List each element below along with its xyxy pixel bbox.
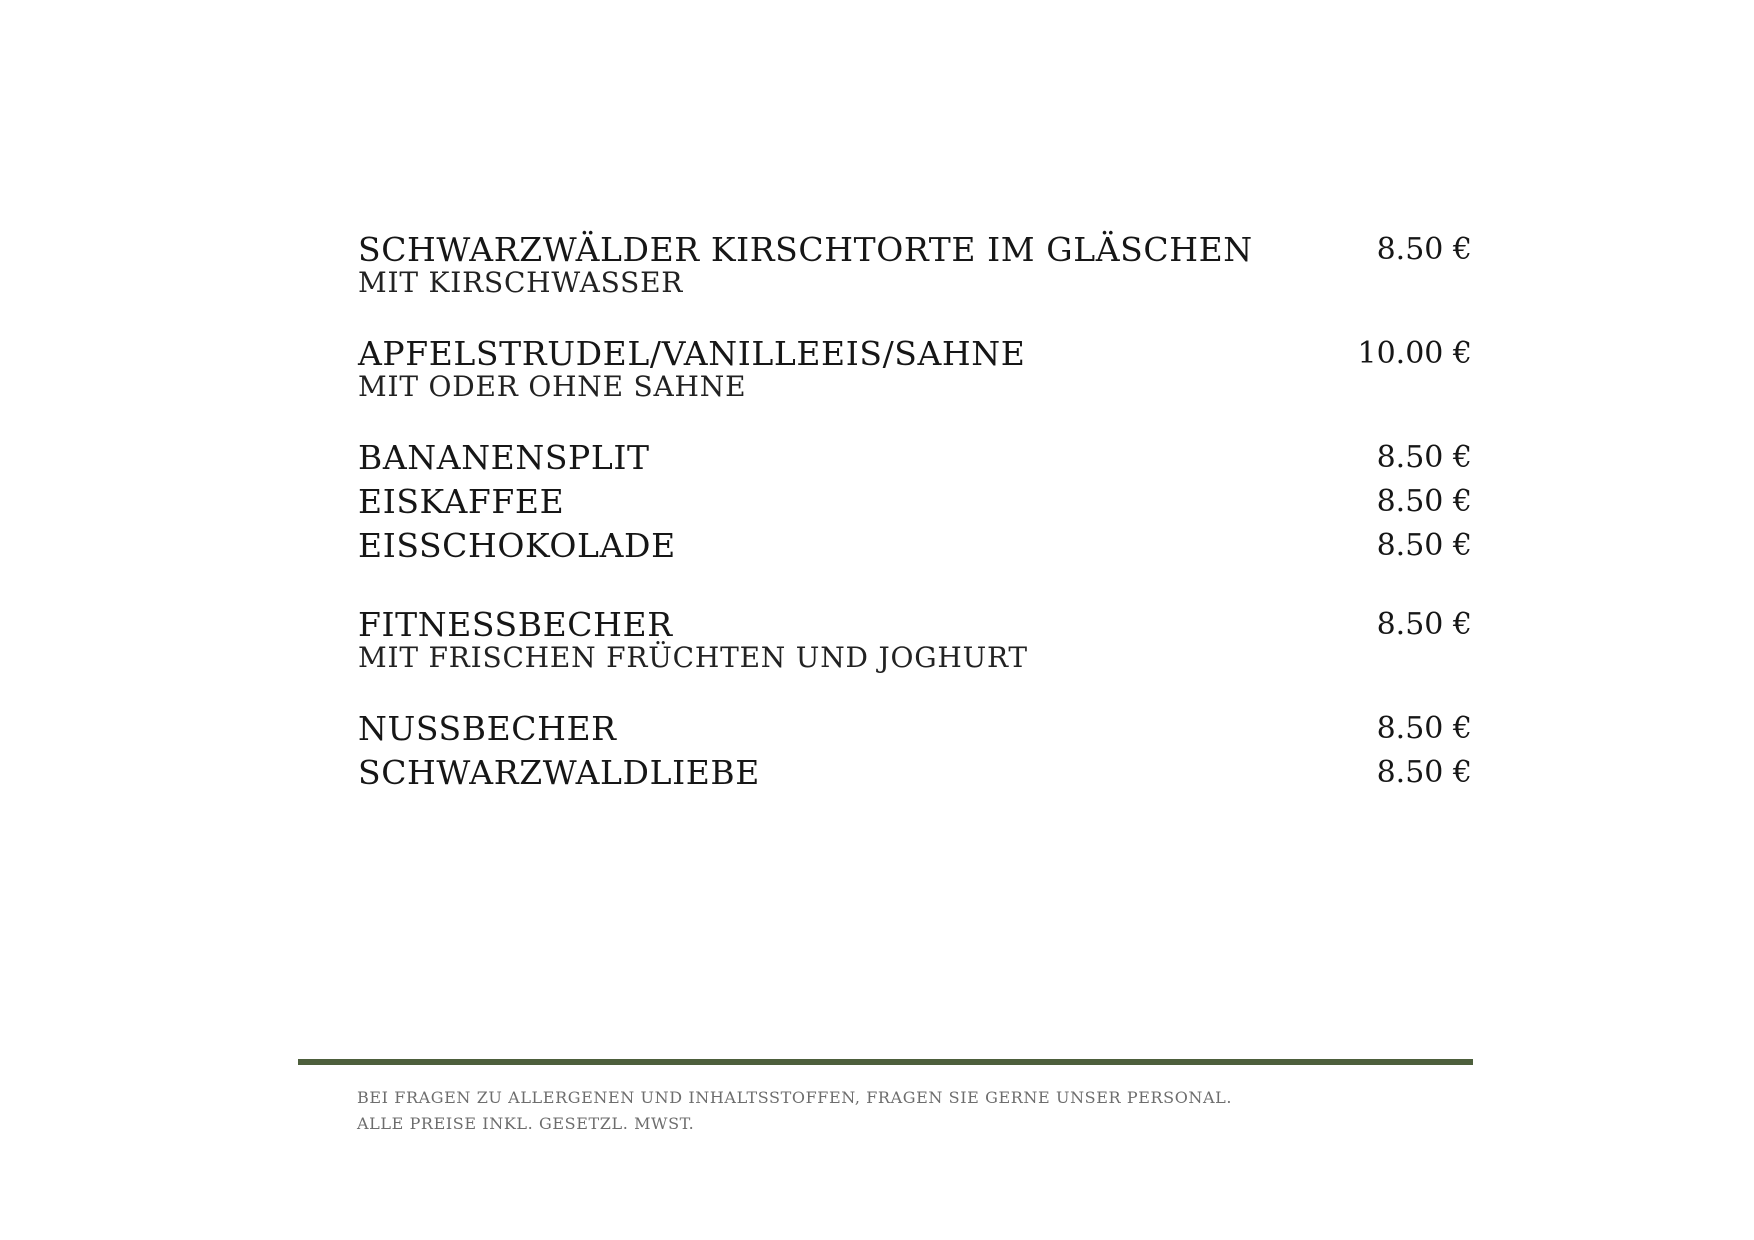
menu-item bbox=[358, 332, 1472, 403]
dessert-menu bbox=[358, 0, 1472, 900]
menu-item-price: 10.00 € bbox=[1357, 336, 1472, 371]
menu-item-name: SCHWARZWALDLIEBE bbox=[358, 753, 760, 792]
vat-notice: ALLE PREISE INKL. GESETZL. MWST. bbox=[357, 1114, 695, 1133]
menu-item-name: EISSCHOKOLADE bbox=[358, 526, 676, 565]
menu-item-name: EISKAFFEE bbox=[358, 482, 565, 521]
footer-notice bbox=[357, 1085, 1232, 1137]
menu-item-name: BANANENSPLIT bbox=[358, 438, 650, 477]
menu-item-name: SCHWARZWÄLDER KIRSCHTORTE IM GLÄSCHEN bbox=[358, 230, 1253, 269]
allergen-notice: BEI FRAGEN ZU ALLERGENEN UND INHALTSSTOFFEN, FRAGEN SIE GERNE UNSER PERSONAL. bbox=[357, 1088, 1233, 1107]
menu-item-price: 8.50 € bbox=[1376, 711, 1472, 746]
menu-item-price: 8.50 € bbox=[1376, 528, 1472, 563]
footer-divider bbox=[298, 1059, 1473, 1065]
menu-item bbox=[358, 751, 1472, 795]
menu-item bbox=[358, 228, 1472, 299]
menu-item-price: 8.50 € bbox=[1376, 755, 1472, 790]
menu-item bbox=[358, 480, 1472, 524]
menu-item-description: MIT KIRSCHWASSER bbox=[358, 266, 684, 299]
menu-item bbox=[358, 436, 1472, 480]
menu-item-price: 8.50 € bbox=[1376, 607, 1472, 642]
menu-item-name: NUSSBECHER bbox=[358, 709, 617, 748]
menu-item bbox=[358, 603, 1472, 674]
menu-item-description: MIT FRISCHEN FRÜCHTEN UND JOGHURT bbox=[358, 641, 1028, 674]
menu-item-name: FITNESSBECHER bbox=[358, 605, 673, 644]
menu-item bbox=[358, 524, 1472, 568]
menu-item-price: 8.50 € bbox=[1376, 440, 1472, 475]
menu-item-description: MIT ODER OHNE SAHNE bbox=[358, 370, 747, 403]
menu-item-price: 8.50 € bbox=[1376, 484, 1472, 519]
menu-item bbox=[358, 707, 1472, 751]
menu-item-name: APFELSTRUDEL/VANILLEEIS/SAHNE bbox=[358, 334, 1026, 373]
menu-item-price: 8.50 € bbox=[1376, 232, 1472, 267]
